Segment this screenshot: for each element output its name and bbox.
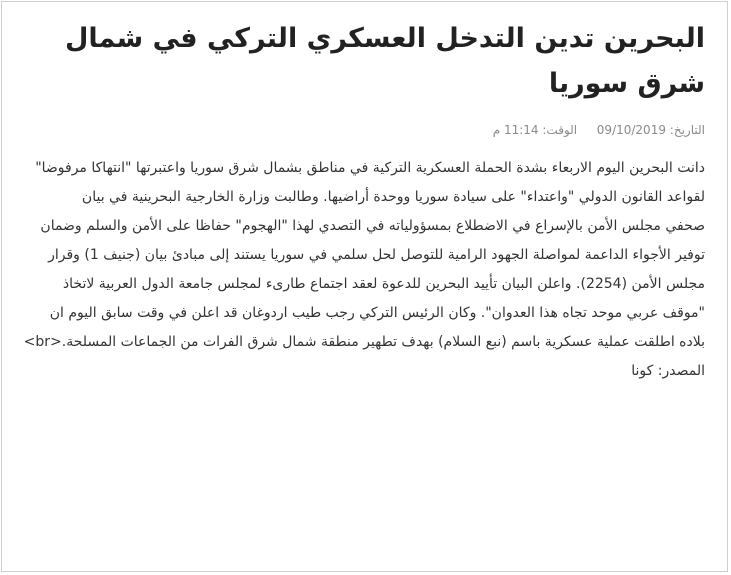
article-source: المصدر: كونا (631, 363, 705, 379)
article-title: البحرين تدين التدخل العسكري التركي في شمال شرق سوريا (64, 23, 705, 99)
article-meta (20, 122, 705, 138)
date-value: 09/10/2019 (596, 123, 666, 137)
time-label: الوقت: (542, 123, 578, 137)
news-article (20, 16, 705, 386)
time-value: 11:14 م (492, 123, 539, 137)
date-label: التاريخ: (669, 123, 705, 137)
article-body: دانت البحرين اليوم الاربعاء بشدة الحملة العسكرية التركية في مناطق بشمال شرق سوريا واعتبرتها "انتهاكا مرفوضا" لقواعد القانون الدولي "واعتداء" على سيادة سوريا ووحدة أراضيها. وطالبت وزارة الخارجية البحرينية في بيان صحفي مجلس الأمن بالإسراع في الاضطلاع بمسؤولياته في التصدي لهذا "الهجوم" حفاظا على الأمن والسلم وضمان توفير الأجواء الداعمة لمواصلة الجهود الرامية للتوصل لحل سلمي في سوريا يستند إلى مبادئ بيان (جنيف 1) وقرار مجلس الأمن (2254). واعلن البيان تأييد البحرين للدعوة لعقد اجتماع طارىء لمجلس جامعة الدول العربية لاتخاذ "موقف عربي موحد تجاه هذا العدوان". وكان الرئيس التركي رجب طيب اردوغان قد اعلن في وقت سابق اليوم ان بلاده اطلقت عملية عسكرية باسم (نبع السلام) بهدف تطهير منطقة شمال شرق الفرات من الجماعات المسلحة.<br> (23, 160, 705, 350)
page-frame (1, 1, 728, 572)
